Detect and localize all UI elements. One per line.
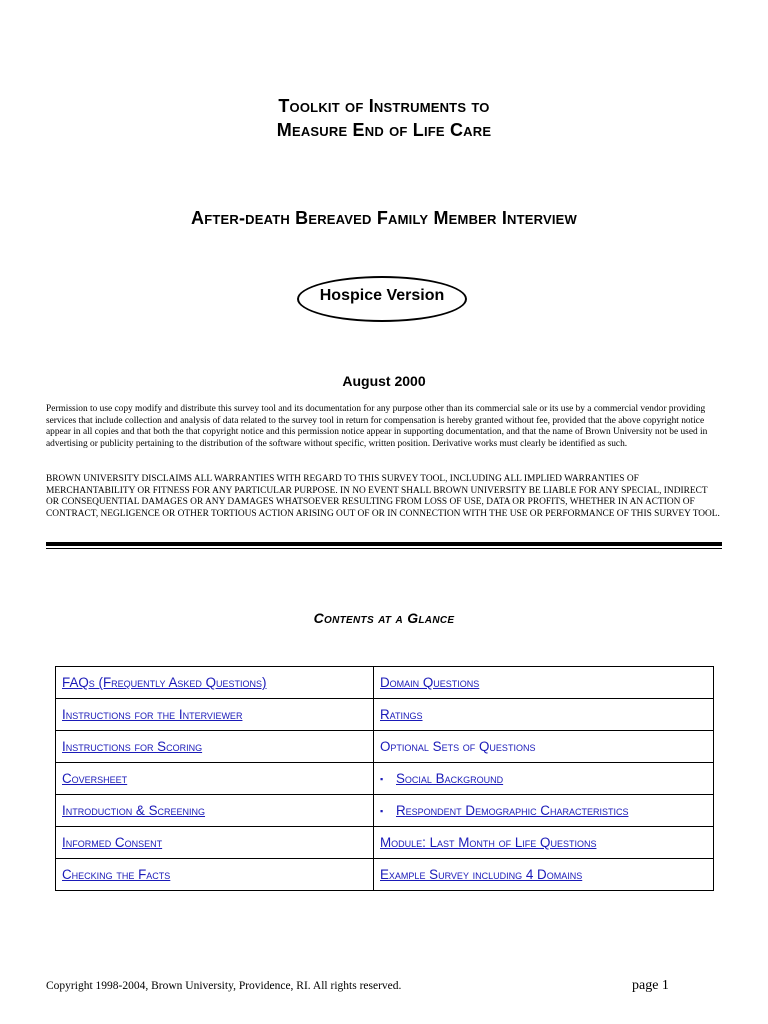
table-row xyxy=(56,731,714,763)
link-faqs[interactable]: FAQs (Frequently Asked Questions) xyxy=(62,675,267,690)
document-date: August 2000 xyxy=(342,373,426,389)
table-row xyxy=(56,699,714,731)
table-row xyxy=(56,795,714,827)
link-domain-questions[interactable]: Domain Questions xyxy=(380,675,480,690)
permission-notice: Permission to use copy modify and distribute this survey tool and its documentation for any purpose other than its commercial sale or its use by a commercial vendor providing services that include collection and analysis of data related to the survey tool in return for compensation is hereby granted without fee, provided that the above copyright notice appear in all copies and that both the that copyright notice and this permission notice appear in supporting documentation, and that the name of Brown University not be used in advertising or publicity pertaining to the distribution of the software without specific, written position. Derivative works must clearly be identified as such. xyxy=(46,404,708,449)
toc-cell xyxy=(56,795,374,827)
link-checking-facts[interactable]: Checking the Facts xyxy=(62,867,171,882)
bullet-icon: ▪ xyxy=(380,774,384,785)
page-number: page 1 xyxy=(632,978,669,993)
footer-copyright: Copyright 1998-2004, Brown University, Providence, RI. All rights reserved. xyxy=(46,980,402,992)
warranty-disclaimer: BROWN UNIVERSITY DISCLAIMS ALL WARRANTIES WITH REGARD TO THIS SURVEY TOOL, INCLUDING ALL IMPLIED WARRANTIES OF MERCHANTABILITY OR FITNESS FOR ANY PARTICULAR PURPOSE. IN NO EVENT SHALL BROWN UNIVERSITY BE LIABLE FOR ANY SPECIAL, INDIRECT OR CONSEQUENTIAL DAMAGES OR ANY DAMAGES WHATSOEVER RESULTING FROM LOSS OF USE, DATA OR PROFITS, WHETHER IN AN ACTION OF CONTRACT, NEGLIGENCE OR OTHER TORTIOUS ACTION ARISING OUT OF OR IN CONNECTION WITH THE USE OR PERFORMANCE OF THIS SURVEY TOOL. xyxy=(46,474,720,519)
version-label: Hospice Version xyxy=(319,287,445,304)
bullet-icon: ▪ xyxy=(380,806,384,817)
contents-table xyxy=(55,666,714,891)
document-title-line-1: Toolkit of Instruments to xyxy=(278,96,490,116)
toc-cell xyxy=(56,827,374,859)
toc-cell xyxy=(56,859,374,891)
toc-cell xyxy=(56,731,374,763)
table-row xyxy=(56,827,714,859)
toc-cell xyxy=(374,763,714,795)
toc-cell xyxy=(374,827,714,859)
link-ratings[interactable]: Ratings xyxy=(380,707,423,722)
divider-thin xyxy=(46,548,722,549)
toc-cell xyxy=(56,667,374,699)
toc-cell xyxy=(56,699,374,731)
toc-cell xyxy=(374,731,714,763)
link-informed-consent[interactable]: Informed Consent xyxy=(62,835,163,850)
table-row xyxy=(56,763,714,795)
toc-cell xyxy=(374,667,714,699)
link-respondent-demographics[interactable]: Respondent Demographic Characteristics xyxy=(396,803,629,818)
link-example-survey[interactable]: Example Survey including 4 Domains xyxy=(380,867,583,882)
document-subtitle: After-death Bereaved Family Member Interview xyxy=(191,208,577,228)
contents-heading: Contents at a Glance xyxy=(313,610,455,626)
toc-cell xyxy=(56,763,374,795)
table-row xyxy=(56,667,714,699)
link-optional-sets[interactable]: Optional Sets of Questions xyxy=(380,739,536,754)
document-title-line-2: Measure End of Life Care xyxy=(276,120,492,140)
link-social-background[interactable]: Social Background xyxy=(396,771,504,786)
link-module-last-month[interactable]: Module: Last Month of Life Questions xyxy=(380,835,597,850)
toc-cell xyxy=(374,699,714,731)
toc-cell xyxy=(374,795,714,827)
toc-cell xyxy=(374,859,714,891)
table-row xyxy=(56,859,714,891)
link-instructions-interviewer[interactable]: Instructions for the Interviewer xyxy=(62,707,243,722)
divider-thick xyxy=(46,542,722,546)
link-coversheet[interactable]: Coversheet xyxy=(62,771,128,786)
link-introduction-screening[interactable]: Introduction & Screening xyxy=(62,803,206,818)
link-instructions-scoring[interactable]: Instructions for Scoring xyxy=(62,739,203,754)
